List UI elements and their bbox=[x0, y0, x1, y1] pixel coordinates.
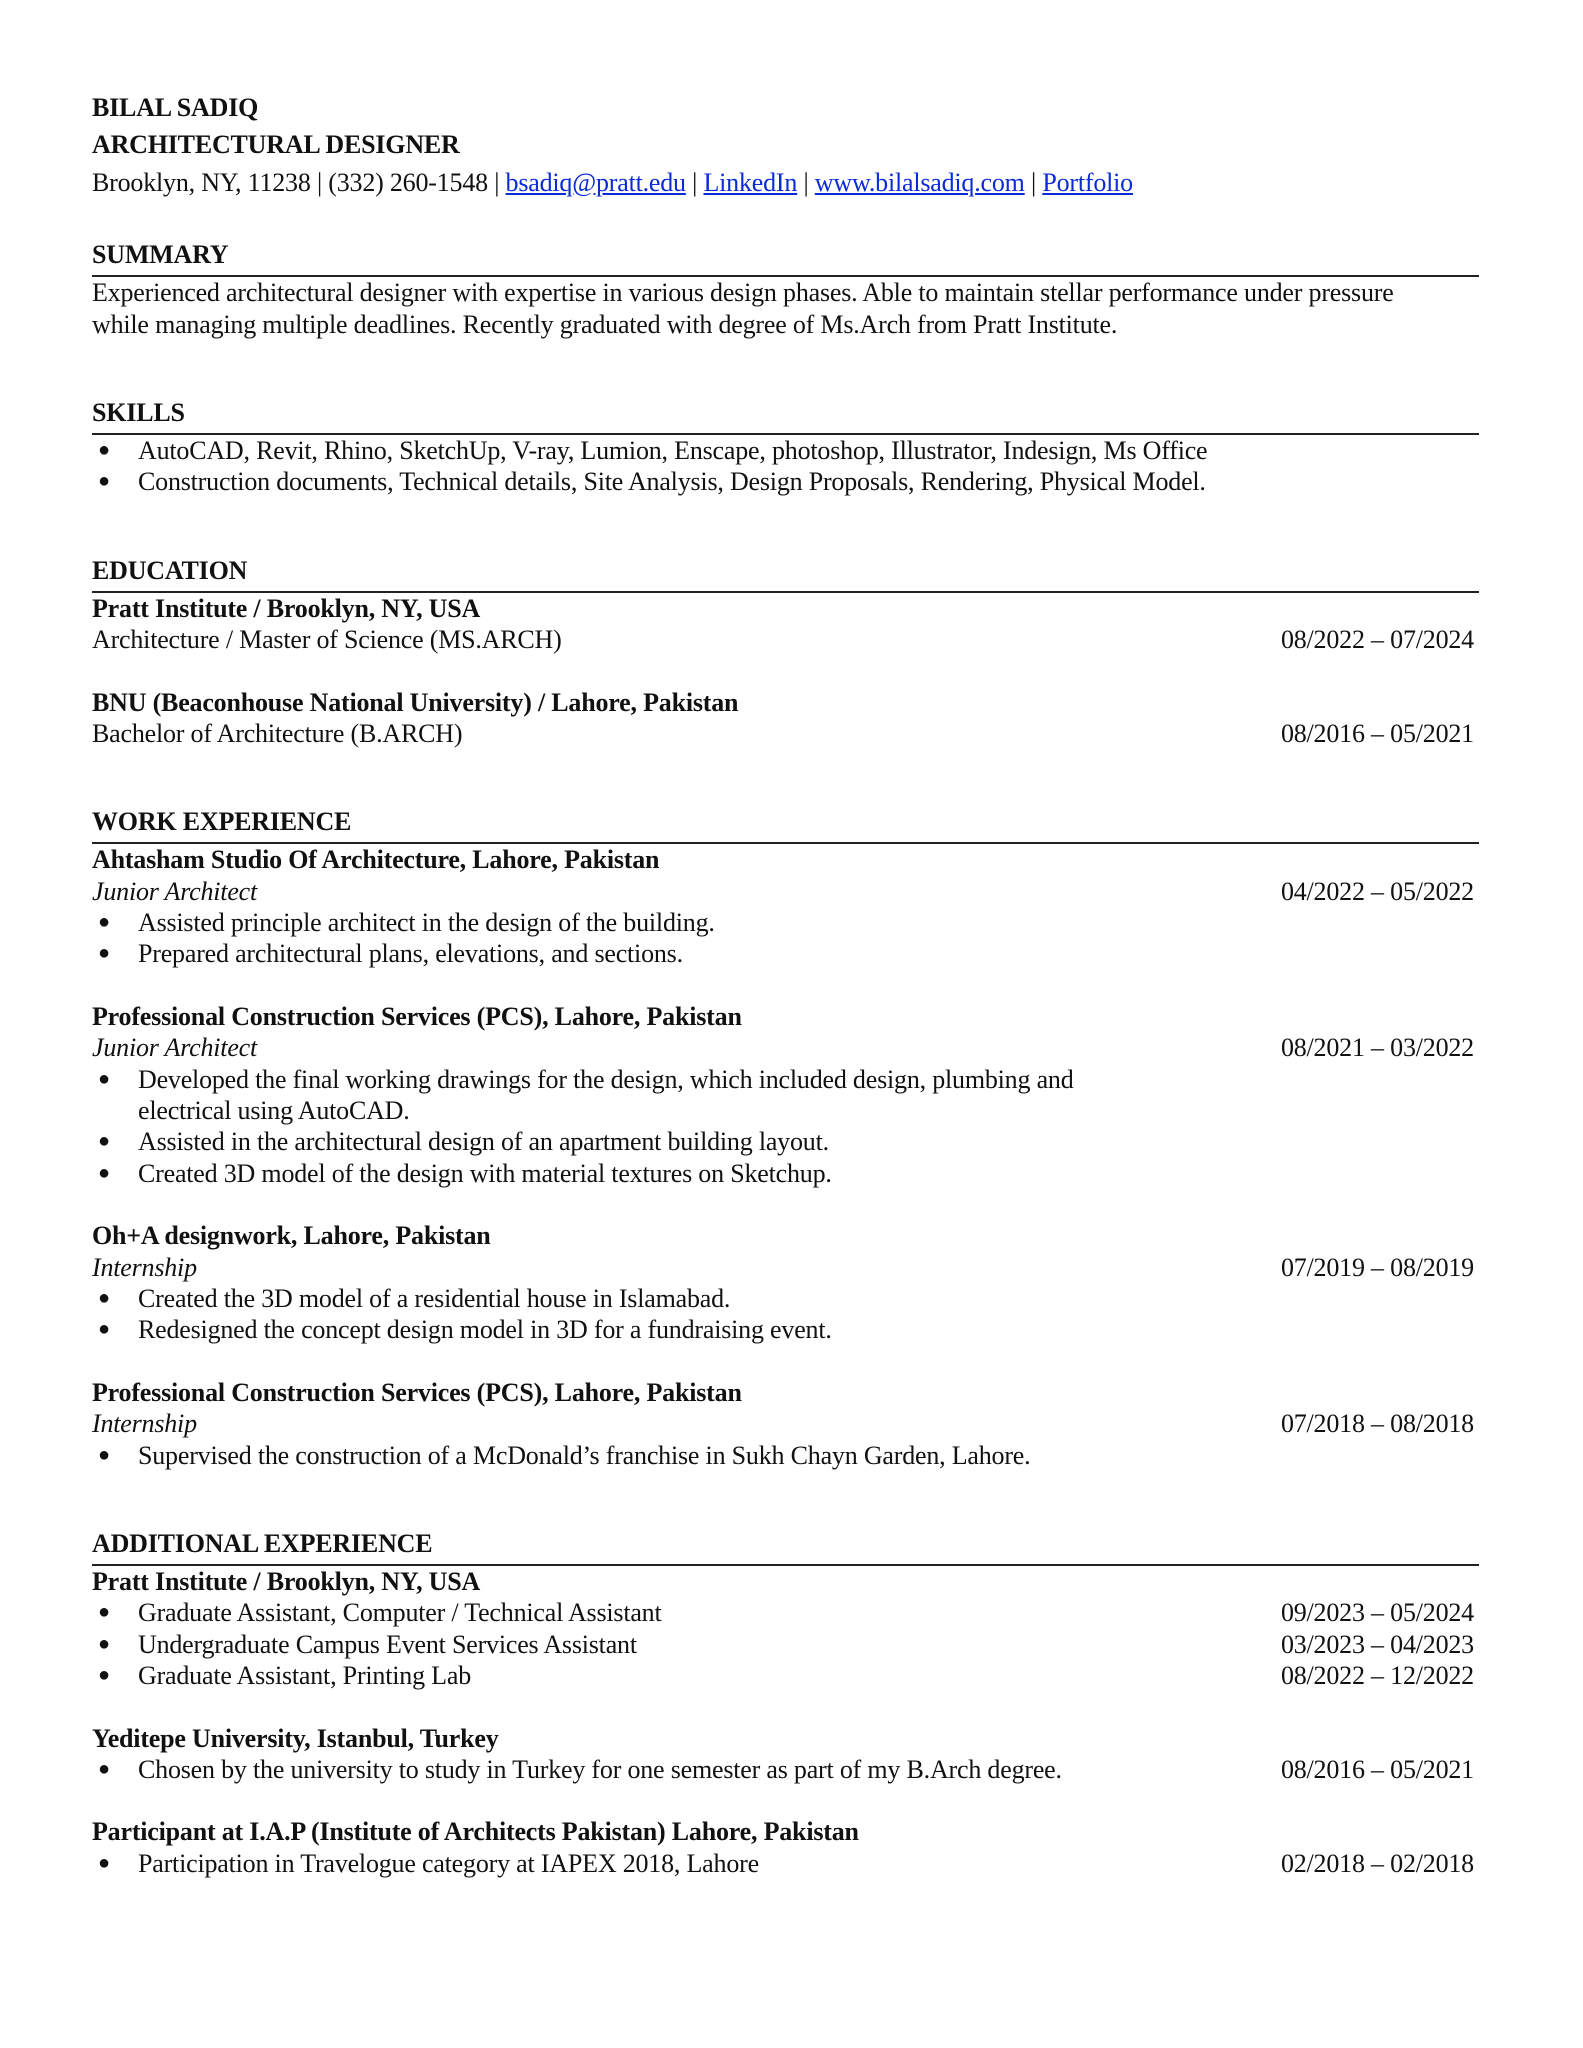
additional-entry bbox=[92, 1816, 1479, 1879]
section-heading: ADDITIONAL EXPERIENCE bbox=[92, 1527, 1479, 1566]
company-location: , Lahore, Pakistan bbox=[290, 1221, 491, 1251]
date-range: 07/2019 – 08/2019 bbox=[1280, 1252, 1474, 1282]
job-role: Junior Architect bbox=[92, 1033, 258, 1063]
summary-text: while managing multiple deadlines. Recently graduated with degree of Ms.Arch from Pratt Institute. bbox=[92, 309, 1118, 339]
date-range: 08/2016 – 05/2021 bbox=[1280, 718, 1474, 748]
date-range: 09/2023 – 05/2024 bbox=[1280, 1598, 1474, 1628]
section-heading: SUMMARY bbox=[92, 238, 1479, 277]
bullet-item: ● Supervised the construction of a McDonald’s franchise in Sukh Chayn Garden, Lahore. bbox=[92, 1440, 1479, 1471]
date-range: 03/2023 – 04/2023 bbox=[1280, 1629, 1474, 1659]
date-range: 07/2018 – 08/2018 bbox=[1280, 1409, 1474, 1439]
skill-item: ● AutoCAD, Revit, Rhino, SketchUp, V-ray, Lumion, Enscape, photoshop, Illustrator, Indesign, Ms Office bbox=[92, 435, 1479, 466]
bullet-text: ● Chosen by the university to study in Turkey for one semester as part of my B.Arch degree. bbox=[138, 1754, 1062, 1784]
bullet-item bbox=[92, 1597, 1474, 1628]
company-name bbox=[92, 1220, 1479, 1251]
bullet-item: ● Created 3D model of the design with material textures on Sketchup. bbox=[92, 1158, 1479, 1189]
additional-entry bbox=[92, 1566, 1479, 1692]
bullet-item: ● Developed the final working drawings for the design, which included design, plumbing and bbox=[92, 1064, 1479, 1095]
work-entry bbox=[92, 1377, 1479, 1471]
job-role: Internship bbox=[92, 1252, 197, 1282]
bullet-text: ● Graduate Assistant, Printing Lab bbox=[138, 1661, 471, 1691]
degree: Architecture / Master of Science (MS.ARCH) bbox=[92, 625, 562, 655]
job-role: Junior Architect bbox=[92, 876, 258, 906]
skill-item: ● Construction documents, Technical details, Site Analysis, Design Proposals, Rendering, Physical Model. bbox=[92, 466, 1479, 497]
date-range: 08/2022 – 07/2024 bbox=[1280, 625, 1474, 655]
resume-header bbox=[92, 92, 1479, 198]
section-heading: EDUCATION bbox=[92, 554, 1479, 593]
education-section bbox=[92, 554, 1479, 750]
work-entry bbox=[92, 1001, 1479, 1189]
degree: Bachelor of Architecture (B.ARCH) bbox=[92, 718, 463, 748]
work-entry bbox=[92, 844, 1479, 970]
organization-name: Pratt Institute / Brooklyn, NY, USA bbox=[92, 1566, 481, 1596]
bullet-item bbox=[92, 1629, 1474, 1660]
organization-name: Participant at I.A.P (Institute of Architects Pakistan) Lahore, Pakistan bbox=[92, 1817, 859, 1847]
bullet-item: ● Prepared architectural plans, elevations, and sections. bbox=[92, 938, 1479, 969]
additional-entry bbox=[92, 1723, 1479, 1786]
additional-experience-section bbox=[92, 1527, 1479, 1879]
bullet-item: ● Assisted in the architectural design of an apartment building layout. bbox=[92, 1126, 1479, 1157]
school-name: Pratt Institute / Brooklyn, NY, USA bbox=[92, 593, 481, 623]
organization-name: Yeditepe University, Istanbul, Turkey bbox=[92, 1723, 499, 1753]
summary-text: Experienced architectural designer with expertise in various design phases. Able to maintain stellar performance under pressure bbox=[92, 278, 1394, 308]
bullet-item: ● Redesigned the concept design model in 3D for a fundraising event. bbox=[92, 1314, 1479, 1345]
date-range: 08/2016 – 05/2021 bbox=[1280, 1754, 1474, 1784]
bullet-continuation: electrical using AutoCAD. bbox=[138, 1096, 410, 1126]
company-name-bold: Oh+A designwork bbox=[92, 1221, 291, 1251]
portfolio-link[interactable]: Portfolio bbox=[1042, 167, 1133, 197]
bullet-text: ● Undergraduate Campus Event Services Assistant bbox=[138, 1629, 637, 1659]
company-name: Ahtasham Studio Of Architecture, Lahore, Pakistan bbox=[92, 845, 660, 875]
bullet-item: ● Assisted principle architect in the design of the building. bbox=[92, 907, 1479, 938]
summary-section bbox=[92, 238, 1479, 340]
company-name: Professional Construction Services (PCS), Lahore, Pakistan bbox=[92, 1377, 742, 1407]
bullet-item bbox=[92, 1660, 1474, 1691]
linkedin-link[interactable]: LinkedIn bbox=[703, 167, 798, 197]
candidate-name: BILAL SADIQ bbox=[92, 93, 259, 122]
separator: | bbox=[1024, 167, 1043, 197]
date-range: 08/2022 – 12/2022 bbox=[1280, 1661, 1474, 1691]
separator: | bbox=[685, 167, 704, 197]
section-heading: WORK EXPERIENCE bbox=[92, 805, 1479, 844]
date-range: 08/2021 – 03/2022 bbox=[1280, 1033, 1474, 1063]
job-role: Internship bbox=[92, 1409, 197, 1439]
bullet-item: ● Created the 3D model of a residential house in Islamabad. bbox=[92, 1283, 1479, 1314]
bullet-item bbox=[92, 1848, 1474, 1879]
work-section bbox=[92, 805, 1479, 1471]
work-entry bbox=[92, 1220, 1479, 1346]
website-link[interactable]: www.bilalsadiq.com bbox=[814, 167, 1025, 197]
email-link[interactable]: bsadiq@pratt.edu bbox=[505, 167, 686, 197]
candidate-title: ARCHITECTURAL DESIGNER bbox=[92, 130, 460, 160]
contact-text: Brooklyn, NY, 11238 | (332) 260-1548 | bbox=[92, 167, 506, 197]
date-range: 02/2018 – 02/2018 bbox=[1280, 1848, 1474, 1878]
separator: | bbox=[797, 167, 815, 197]
section-heading: SKILLS bbox=[92, 396, 1479, 435]
skills-section bbox=[92, 396, 1479, 498]
bullet-item bbox=[92, 1754, 1474, 1785]
school-name: BNU (Beaconhouse National University) / Lahore, Pakistan bbox=[92, 687, 739, 717]
company-name: Professional Construction Services (PCS), Lahore, Pakistan bbox=[92, 1001, 742, 1031]
bullet-text: ● Participation in Travelogue category at IAPEX 2018, Lahore bbox=[138, 1848, 759, 1878]
resume-page bbox=[92, 92, 1479, 1879]
date-range: 04/2022 – 05/2022 bbox=[1280, 876, 1474, 906]
education-entry bbox=[92, 593, 1479, 656]
bullet-text: ● Graduate Assistant, Computer / Technical Assistant bbox=[138, 1598, 662, 1628]
education-entry bbox=[92, 687, 1479, 750]
contact-line bbox=[92, 167, 1479, 198]
